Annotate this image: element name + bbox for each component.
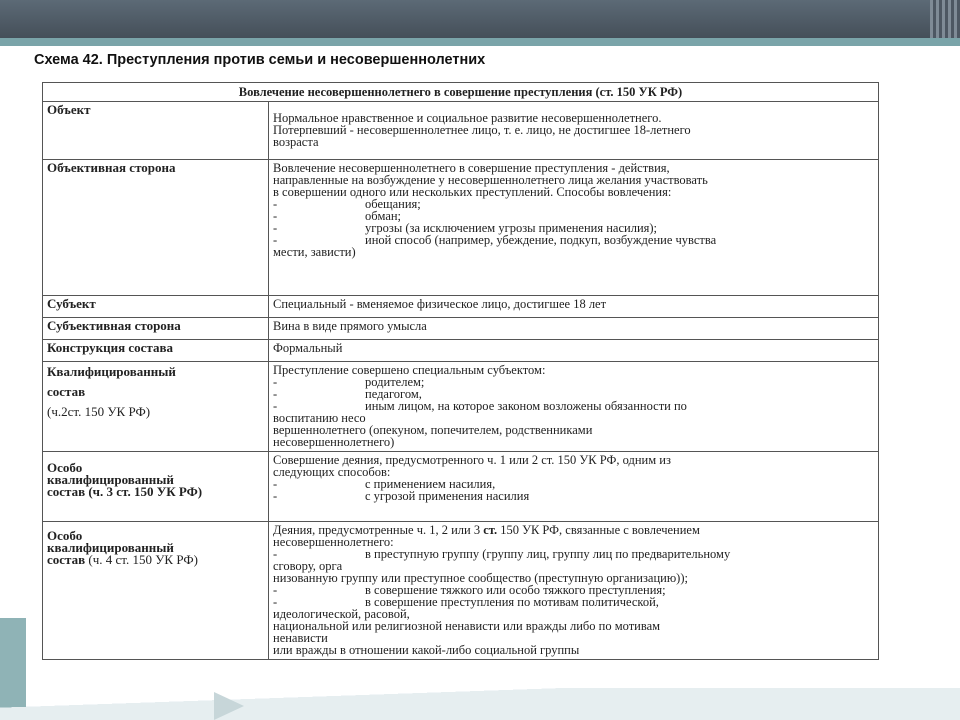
bottom-arrow-shape bbox=[214, 692, 244, 720]
content-line: национальной или религиозной ненависти или вражды либо по мотивам bbox=[273, 619, 661, 633]
dash-marker: - bbox=[273, 233, 278, 247]
bottom-decorative-band bbox=[0, 688, 960, 720]
row-label-construction: Конструкция состава bbox=[43, 340, 269, 362]
content-line: возраста bbox=[273, 135, 319, 149]
table-header-row bbox=[43, 83, 879, 102]
label-line: квалифицированный bbox=[47, 472, 174, 487]
list-item bbox=[273, 548, 874, 560]
content-line: Преступление совершено специальным субъектом: bbox=[273, 363, 546, 377]
list-item-text: иным лицом, на которое законом возложены обязанности по bbox=[365, 399, 687, 413]
list-item-text: с угрозой применения насилия bbox=[365, 489, 530, 503]
label-line: Квалифицированный bbox=[47, 364, 176, 379]
dash-marker: - bbox=[273, 399, 278, 413]
dash-marker: - bbox=[273, 387, 278, 401]
dash-marker: - bbox=[273, 221, 278, 235]
table-header: Вовлечение несовершеннолетнего в совершение преступления (ст. 150 УК РФ) bbox=[43, 83, 879, 102]
row-content-qualified bbox=[269, 362, 879, 452]
list-item-text: педагогом, bbox=[365, 387, 422, 401]
crime-scheme-table bbox=[42, 82, 879, 660]
label-line: состав (ч. 3 ст. 150 УК РФ) bbox=[47, 484, 203, 499]
list-item-text: в совершение преступления по мотивам политической, bbox=[365, 595, 659, 609]
list-item-text: обман; bbox=[365, 209, 402, 223]
label-line: состав bbox=[47, 384, 86, 399]
top-bar-stripes bbox=[930, 0, 960, 38]
content-line: Нормальное нравственное и социальное развитие несовершеннолетнего. bbox=[273, 111, 662, 125]
row-label-qualified bbox=[43, 362, 269, 452]
content-line: направленные на возбуждение у несовершеннолетнего лица желания участвовать bbox=[273, 173, 708, 187]
table-row bbox=[43, 160, 879, 296]
row-content-construction: Формальный bbox=[269, 340, 879, 362]
table-row bbox=[43, 340, 879, 362]
list-item bbox=[273, 234, 874, 246]
table-row bbox=[43, 296, 879, 318]
content-line: в совершении одного или нескольких преступлений. Способы вовлечения: bbox=[273, 185, 672, 199]
content-bold-text: ст. bbox=[483, 523, 498, 537]
row-label-especially-qualified-4 bbox=[43, 522, 269, 660]
list-item bbox=[273, 376, 874, 388]
content-line: Совершение деяния, предусмотренного ч. 1 или 2 ст. 150 УК РФ, одним из bbox=[273, 453, 671, 467]
table-row bbox=[43, 318, 879, 340]
list-item-text: угрозы (за исключением угрозы применения насилия); bbox=[365, 221, 658, 235]
label-article-ref: (ч. 4 ст. 150 УК РФ) bbox=[85, 552, 198, 567]
row-content-especially-qualified-3 bbox=[269, 452, 879, 522]
content-line: ненависти bbox=[273, 631, 328, 645]
list-item-text: родителем; bbox=[365, 375, 425, 389]
content-line: вершеннолетнего (опекуном, попечителем, родственниками bbox=[273, 423, 593, 437]
dash-marker: - bbox=[273, 477, 278, 491]
label-bold-part: состав bbox=[47, 552, 86, 567]
dash-marker: - bbox=[273, 197, 278, 211]
dash-marker: - bbox=[273, 583, 278, 597]
list-item bbox=[273, 478, 874, 490]
table-row bbox=[43, 362, 879, 452]
dash-marker: - bbox=[273, 209, 278, 223]
content-line: Потерпевший - несовершеннолетнее лицо, т. е. лицо, не достигшее 18-летнего bbox=[273, 123, 691, 137]
dash-marker: - bbox=[273, 375, 278, 389]
content-text: Деяния, предусмотренные ч. 1, 2 или 3 bbox=[273, 523, 484, 537]
row-label-especially-qualified-3 bbox=[43, 452, 269, 522]
list-item-text: с применением насилия, bbox=[365, 477, 496, 491]
content-line: следующих способов: bbox=[273, 465, 391, 479]
dash-marker: - bbox=[273, 547, 278, 561]
list-item-text: в совершение тяжкого или особо тяжкого преступления; bbox=[365, 583, 666, 597]
table-row bbox=[43, 522, 879, 660]
list-item bbox=[273, 198, 874, 210]
row-content-subjective-side: Вина в виде прямого умысла bbox=[269, 318, 879, 340]
content-line: или вражды в отношении какой-либо социальной группы bbox=[273, 643, 580, 657]
content-line: мести, зависти) bbox=[273, 245, 356, 259]
list-item-text: иной способ (например, убеждение, подкуп, возбуждение чувства bbox=[365, 233, 717, 247]
list-item-text: обещания; bbox=[365, 197, 421, 211]
accent-band bbox=[0, 38, 960, 46]
row-content-especially-qualified-4 bbox=[269, 522, 879, 660]
row-content-objective-side bbox=[269, 160, 879, 296]
label-article-ref: (ч.2ст. 150 УК РФ) bbox=[47, 404, 151, 419]
row-label-subjective-side: Субъективная сторона bbox=[43, 318, 269, 340]
dash-marker: - bbox=[273, 595, 278, 609]
slide-title: Схема 42. Преступления против семьи и несовершеннолетних bbox=[34, 52, 486, 68]
content-line: низованную группу или преступное сообщество (преступную организацию)); bbox=[273, 571, 688, 585]
content-line: сговору, орга bbox=[273, 559, 343, 573]
dash-marker: - bbox=[273, 489, 278, 503]
row-label-objective-side: Объективная сторона bbox=[43, 160, 269, 296]
row-label-object: Объект bbox=[43, 102, 269, 160]
row-content-object bbox=[269, 102, 879, 160]
label-line: Особо bbox=[47, 460, 83, 475]
content-line: несовершеннолетнего) bbox=[273, 435, 395, 449]
list-item bbox=[273, 490, 874, 502]
label-line: Особо bbox=[47, 528, 83, 543]
row-content-subject: Специальный - вменяемое физическое лицо, достигшее 18 лет bbox=[269, 296, 879, 318]
row-label-subject: Субъект bbox=[43, 296, 269, 318]
table-row bbox=[43, 452, 879, 522]
label-line bbox=[47, 554, 264, 566]
content-line: идеологической, расовой, bbox=[273, 607, 410, 621]
content-text: 150 УК РФ, связанные с вовлечением bbox=[497, 523, 700, 537]
table-row bbox=[43, 102, 879, 160]
content-line: Вовлечение несовершеннолетнего в совершение преступления - действия, bbox=[273, 161, 670, 175]
content-line: воспитанию несо bbox=[273, 411, 366, 425]
list-item-text: в преступную группу (группу лиц, группу лиц по предварительному bbox=[365, 547, 731, 561]
label-line: квалифицированный bbox=[47, 540, 174, 555]
top-decorative-bar bbox=[0, 0, 960, 38]
content-line: несовершеннолетнего: bbox=[273, 535, 394, 549]
